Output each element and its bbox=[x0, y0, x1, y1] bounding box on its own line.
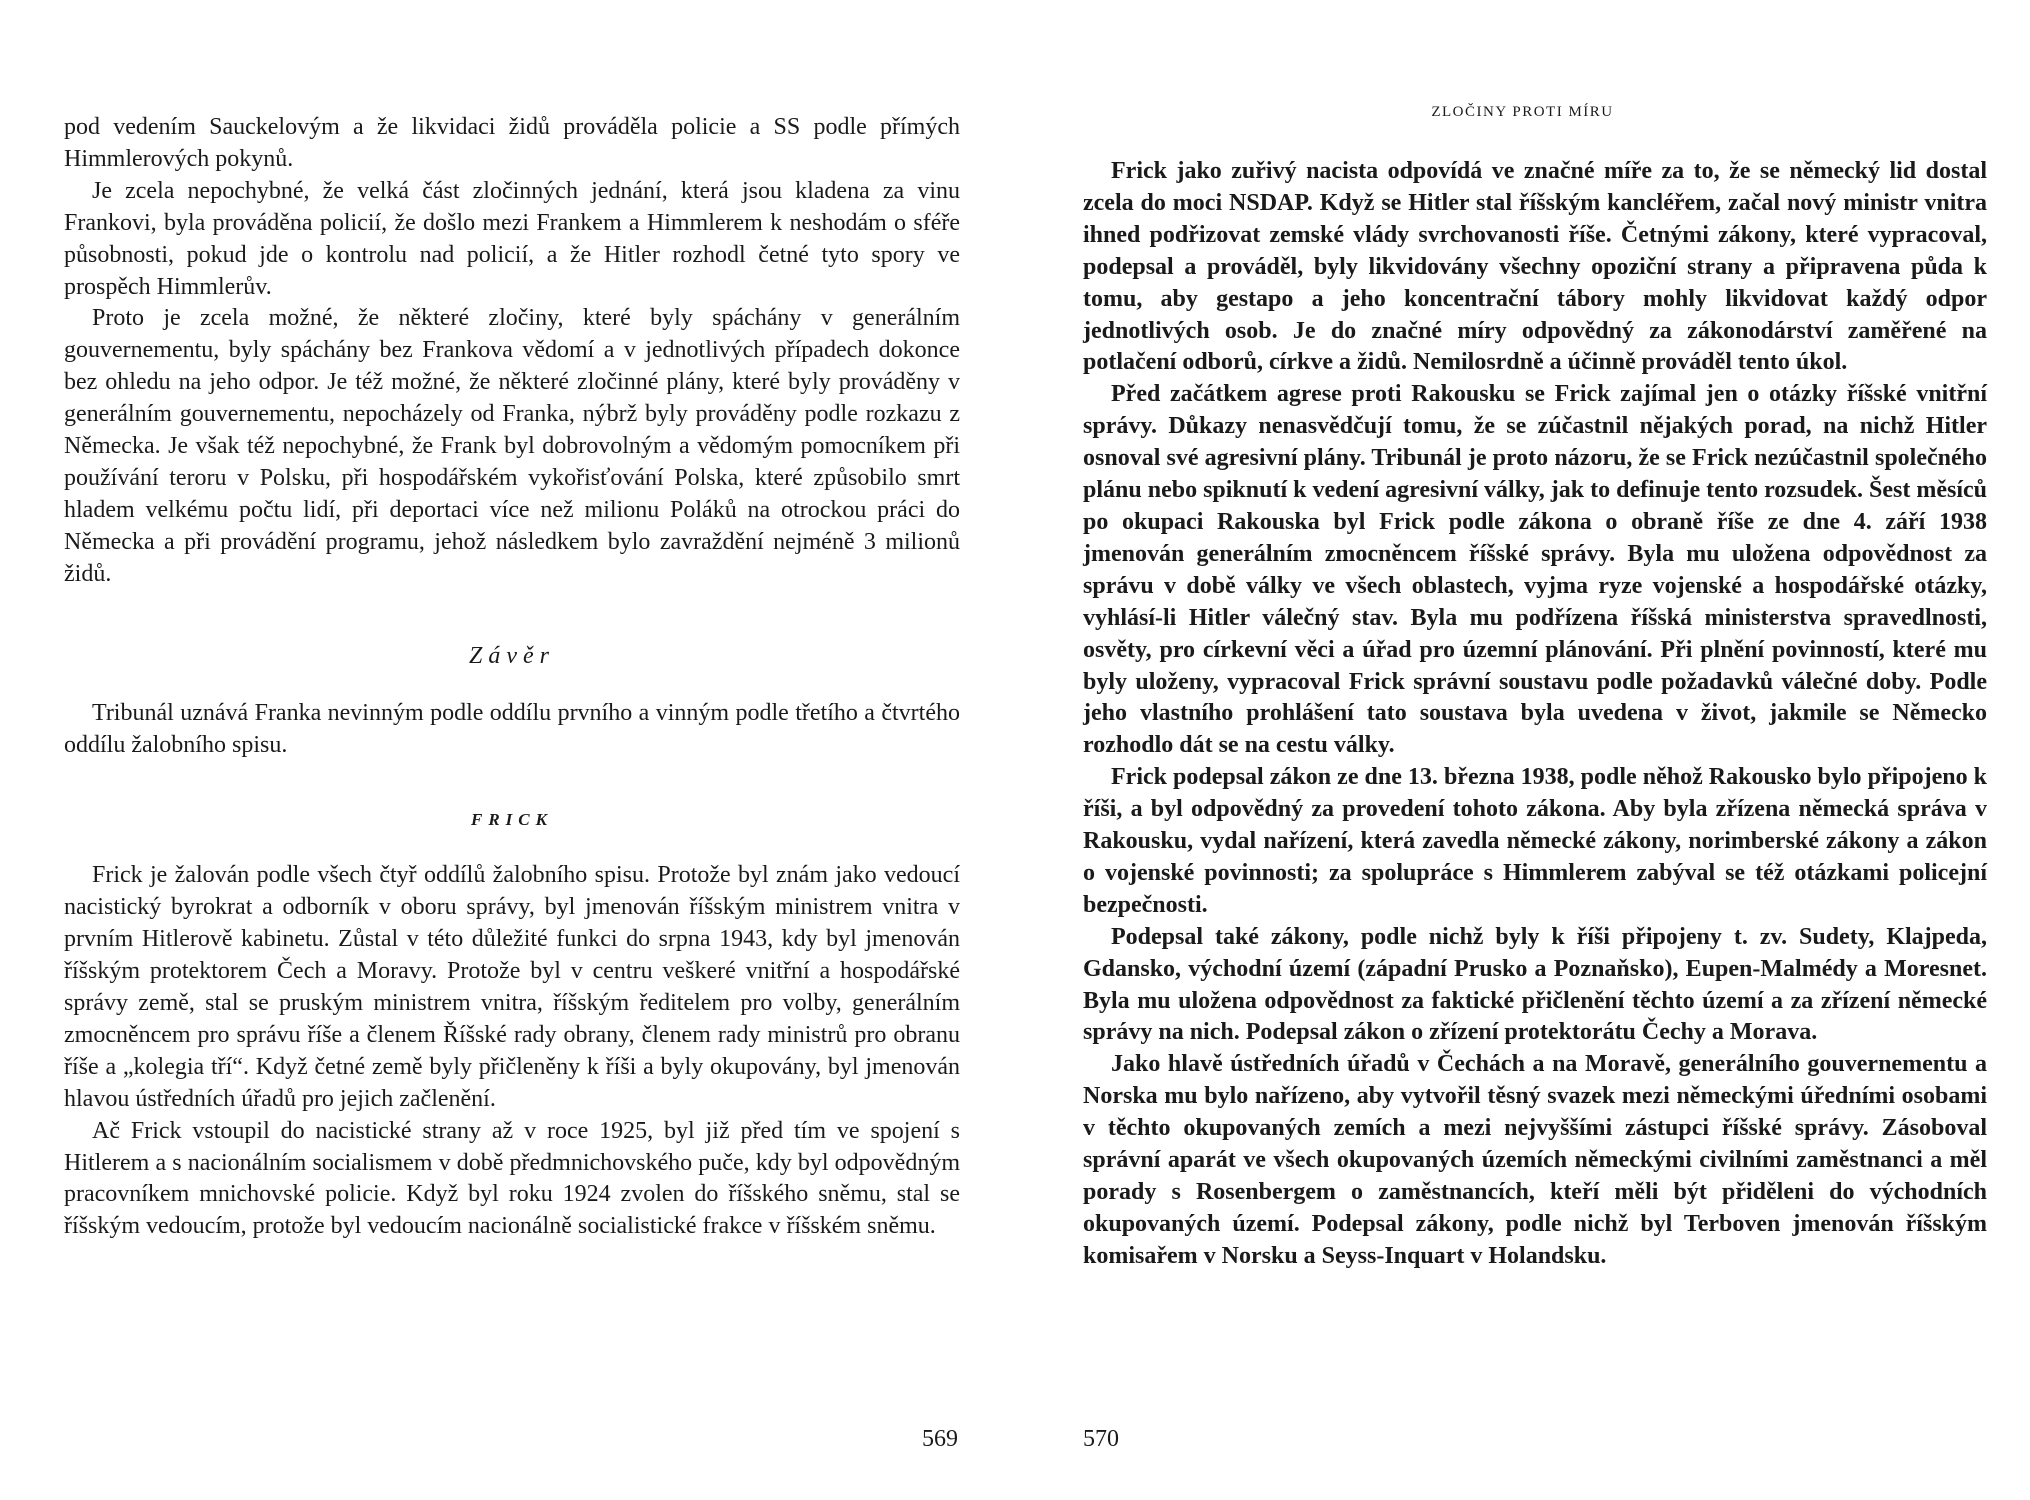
paragraph: Proto je zcela možné, že některé zločiny, které byly spáchány v generálním gouvernementu, byly spáchány bez Frankova vědomí a v jednotlivých případech dokonce bez ohledu na jeho odpor. Je též možné, že některé zločinné plány, které byly prováděny v generálním gouvernementu, nepocházely od Franka, nýbrž byly prováděny podle rozkazu z Německa. Je však též nepochybné, že Frank byl dobrovolným a vědomým pomocníkem při používání teroru v Polsku, při hospodářském vykořisťování Polska, které způsobilo smrt hladem velkému počtu lidí, při deportaci více než milionu Poláků na otrockou práci do Německa a při provádění programu, jehož následkem bylo zavraždění nejméně 3 milionů židů. bbox=[64, 305, 960, 587]
paragraph: Je zcela nepochybné, že velká část zločinných jednání, která jsou kladena za vinu Frankovi, byla prováděna policií, že došlo mezi Frankem a Himmlerem k neshodám o sféře působnosti, pokud jde o kontrolu nad policií, a že Hitler rozhodl četné tyto spory ve prospěch Himmlerův. bbox=[64, 177, 960, 300]
left-text-column bbox=[64, 112, 960, 1243]
right-text-column bbox=[1083, 156, 1987, 1273]
paragraph: pod vedením Sauckelovým a že likvidaci židů prováděla policie a SS podle přímých Himmlerových pokynů. bbox=[64, 114, 960, 172]
paragraph: Frick je žalován podle všech čtyř oddílů žalobního spisu. Protože byl znám jako vedoucí nacistický byrokrat a odborník v oboru správy, byl jmenován říšským ministrem vnitra v prvním Hitlerově kabinetu. Zůstal v této důležité funkci do srpna 1943, kdy byl jmenován říšským protektorem Čech a Moravy. Protože byl v centru veškeré vnitřní a hospodářské správy země, stal se pruským ministrem vnitra, říšským ředitelem pro volby, generálním zmocněncem pro správu říše a členem Říšské rady obrany, členem rady ministrů pro obranu říše a „kolegia tří“. Když četné země byly přičleněny k říši a byly okupovány, byl jmenován hlavou ústředních úřadů pro jejich začlenění. bbox=[64, 862, 960, 1112]
paragraph: Před začátkem agrese proti Rakousku se Frick zajímal jen o otázky říšské vnitřní správy. Důkazy nenasvědčují tomu, že se zúčastnil nějakých porad, na nichž Hitler osnoval své agresivní plány. Tribunál je proto názoru, že se Frick nezúčastnil společného plánu nebo spiknutí k vedení agresivní války, jak to definuje tento rozsudek. Šest měsíců po okupaci Rakouska byl Frick podle zákona o obraně říše ze dne 4. září 1938 jmenován generálním zmocněncem říšské správy. Byla mu uložena odpovědnost za správu v době války ve všech oblastech, vyjma ryze vojenské a hospodářské otázky, vyhlásí-li Hitler válečný stav. Byla mu podřízena říšská ministerstva spravedlnosti, osvěty, pro církevní věci a úřad pro územní plánování. Při plnění povinností, které mu byly uloženy, vypracoval Frick správní soustavu podle požadavků válečné doby. Podle jeho vlastního prohlášení tato soustava byla uvedena v život, jakmile se Německo rozhodlo dát se na cestu války. bbox=[1083, 381, 1987, 759]
section-heading-zaver: Závěr bbox=[469, 642, 555, 669]
paragraph: Tribunál uznává Franka nevinným podle oddílu prvního a vinným podle třetího a čtvrtého oddílu žalobního spisu. bbox=[64, 699, 960, 758]
paragraph: Jako hlavě ústředních úřadů v Čechách a na Moravě, generálního gouvernementu a Norska mu bylo nařízeno, aby vytvořil těsný svazek mezi německými úředními osobami v těchto okupovaných zemích a mezi nejvyššími zástupci říšské správy. Zásoboval správní aparát ve všech okupovaných územích německými civilními zaměstnanci a měl porady s Rosenbergem o zaměstnancích, kteří měli být přiděleni do východních okupovaných území. Podepsal zákony, podle nichž byl Terboven jmenován říšským komisařem v Norsku a Seyss-Inquart v Holandsku. bbox=[1083, 1051, 1987, 1269]
paragraph: Frick podepsal zákon ze dne 13. března 1938, podle něhož Rakousko bylo připojeno k říši, a byl odpovědný za provedení tohoto zákona. Aby byla zřízena německá správa v Rakousku, vydal nařízení, která zavedla německé zákony, norimberské zákony a zákon o vojenské povinnosti; za spolupráce s Himmlerem zabýval se též otázkami policejní bezpečnosti. bbox=[1083, 764, 1987, 918]
paragraph: Frick jako zuřivý nacista odpovídá ve značné míře za to, že se německý lid dostal zcela do moci NSDAP. Když se Hitler stal říšským kancléřem, začal nový ministr vnitra ihned podřizovat zemské vlády svrchovanosti říše. Četnými zákony, které vypracoval, podepsal a prováděl, byly likvidovány všechny opoziční strany a připravena půda k tomu, aby gestapo a jeho koncentrační tábory mohly likvidovat každý odpor jednotlivých osob. Je do značné míry odpovědný za zákonodárství zaměřené na potlačení odborů, církve a židů. Nemilosrdně a účinně prováděl tento úkol. bbox=[1083, 158, 1987, 376]
page-number: 569 bbox=[922, 1426, 958, 1452]
section-heading-frick: FRICK bbox=[471, 810, 553, 830]
page-number: 570 bbox=[1083, 1426, 1119, 1452]
paragraph: Ač Frick vstoupil do nacistické strany až v roce 1925, byl již před tím ve spojení s Hitlerem a s nacionálním socialismem v době předmnichovského puče, kdy byl odpovědným pracovníkem mnichovské policie. Když byl roku 1924 zvolen do říšského sněmu, stal se říšským vedoucím, protože byl vedoucím nacionálně socialistické frakce v říšském sněmu. bbox=[64, 1117, 960, 1240]
running-head: ZLOČINY PROTI MÍRU bbox=[1431, 104, 1614, 120]
right-page bbox=[1015, 0, 2030, 1500]
paragraph: Podepsal také zákony, podle nichž byly k říši připojeny t. zv. Sudety, Klajpeda, Gdansko, východní území (západní Prusko a Poznaňsko), Eupen-Malmédy a Moresnet. Byla mu uložena odpovědnost za faktické přičlenění těchto území a za zřízení německé správy na nich. Podepsal zákon o zřízení protektorátu Čechy a Morava. bbox=[1083, 923, 1987, 1046]
